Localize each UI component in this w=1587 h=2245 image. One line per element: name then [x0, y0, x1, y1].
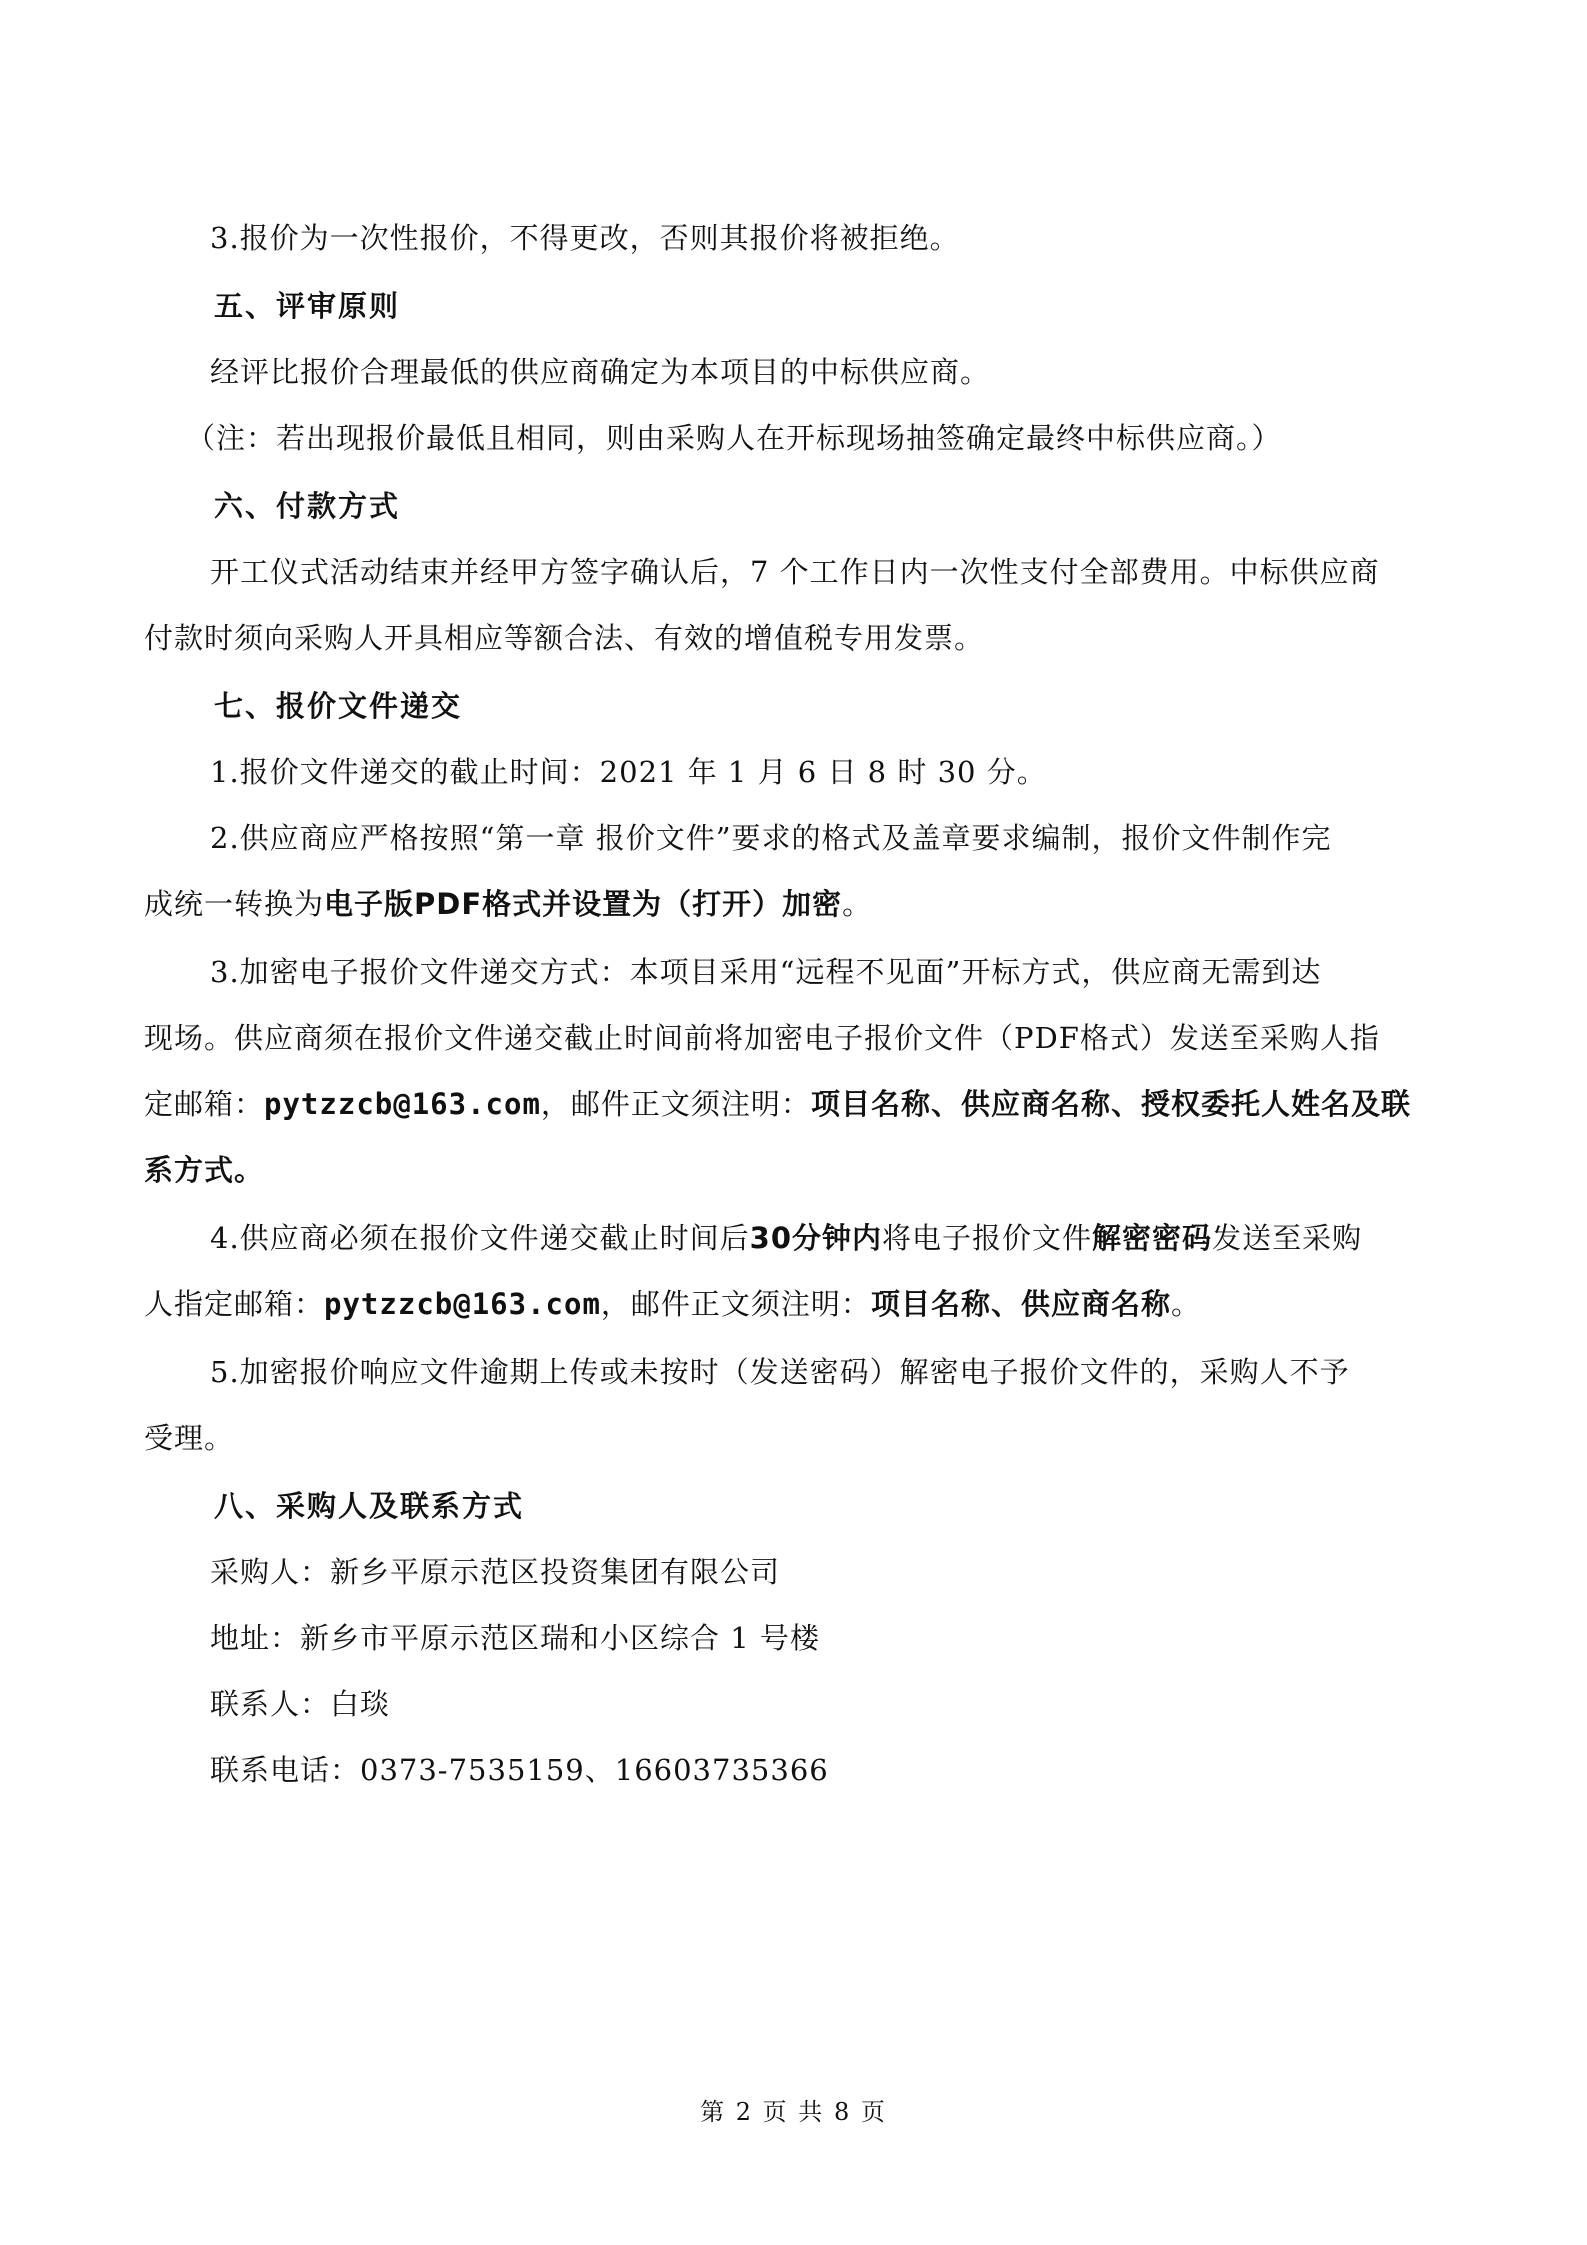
section-8-heading: 八、采购人及联系方式: [214, 1489, 525, 1523]
password-text-a: 4.供应商必须在报价文件递交截止时间后: [210, 1221, 750, 1255]
review-principle-text: 经评比报价合理最低的供应商确定为本项目的中标供应商。: [210, 355, 991, 389]
password-required-fields: 项目名称、供应商名称: [870, 1287, 1171, 1321]
section-5-heading: 五、评审原则: [214, 289, 401, 323]
password-note-label: ，邮件正文须注明：: [600, 1287, 871, 1321]
contact-person: 联系人：白琰: [210, 1687, 391, 1721]
section-6-heading: 六、付款方式: [214, 489, 401, 523]
format-req-line-2: [144, 884, 1444, 924]
section-7-heading: 七、报价文件递交: [214, 689, 463, 723]
page-number-footer: 第 2 页 共 8 页: [700, 2098, 887, 2126]
submission-line-4: 系方式。: [144, 1153, 265, 1187]
password-text-b: 将电子报价文件: [882, 1221, 1093, 1255]
submission-line-3: [144, 1084, 1444, 1124]
payment-text-line-2: 付款时须向采购人开具相应等额合法、有效的增值税专用发票。: [144, 621, 985, 655]
password-line-1: [210, 1218, 1444, 1258]
submission-line-1: 3.加密电子报价文件递交方式：本项目采用“远程不见面”开标方式，供应商无需到达: [210, 955, 1322, 989]
late-rule-line-2: 受理。: [144, 1421, 235, 1455]
contact-address: 地址：新乡市平原示范区瑞和小区综合 1 号楼: [210, 1621, 820, 1655]
password-email-link[interactable]: pytzzcb@163.com: [324, 1287, 601, 1321]
format-req-bold: 电子版PDF格式并设置为（打开）加密: [324, 887, 843, 921]
password-key-bold: 解密密码: [1092, 1221, 1213, 1255]
contact-phone: 联系电话：0373-7535159、16603735366: [210, 1753, 829, 1787]
quote-rule-3: 3.报价为一次性报价，不得更改，否则其报价将被拒绝。: [210, 221, 960, 255]
submission-required-fields: 项目名称、供应商名称、授权委托人姓名及联: [810, 1087, 1411, 1121]
password-email-label: 人指定邮箱：: [144, 1287, 325, 1321]
format-req-line-1: 2.供应商应严格按照“第一章 报价文件”要求的格式及盖章要求编制，报价文件制作完: [210, 821, 1332, 855]
format-req-end: 。: [842, 887, 873, 921]
password-line-2: [144, 1284, 1444, 1324]
submission-email-label: 定邮箱：: [144, 1087, 265, 1121]
late-rule-line-1: 5.加密报价响应文件逾期上传或未按时（发送密码）解密电子报价文件的，采购人不予: [210, 1355, 1350, 1389]
submission-line-2: 现场。供应商须在报价文件递交截止时间前将加密电子报价文件（PDF格式）发送至采购人指: [144, 1021, 1380, 1055]
deadline-text: 1.报价文件递交的截止时间：2021 年 1 月 6 日 8 时 30 分。: [210, 755, 1047, 789]
review-principle-note: （注：若出现报价最低且相同，则由采购人在开标现场抽签确定最终中标供应商。）: [186, 421, 1282, 455]
format-req-text: 成统一转换为: [144, 887, 325, 921]
contact-buyer: 采购人：新乡平原示范区投资集团有限公司: [210, 1555, 781, 1589]
password-text-c: 发送至采购: [1212, 1221, 1363, 1255]
submission-note-label: ，邮件正文须注明：: [540, 1087, 811, 1121]
password-time-bold: 30分钟内: [749, 1221, 883, 1255]
payment-text-line-1: 开工仪式活动结束并经甲方签字确认后，7 个工作日内一次性支付全部费用。中标供应商: [210, 555, 1380, 589]
submission-email-link[interactable]: pytzzcb@163.com: [264, 1087, 541, 1121]
password-end: 。: [1170, 1287, 1201, 1321]
